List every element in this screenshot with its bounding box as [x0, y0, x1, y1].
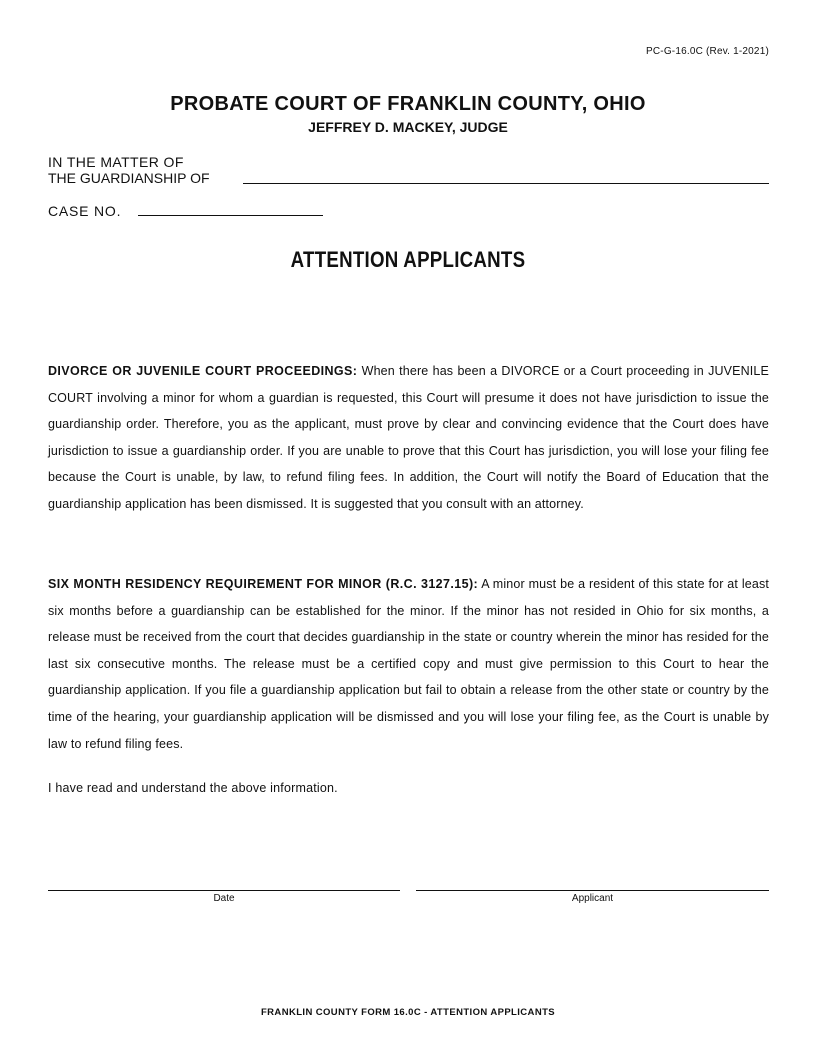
matter-caption [48, 154, 210, 186]
case-number-field[interactable] [138, 215, 323, 216]
form-id: PC-G-16.0C (Rev. 1-2021) [646, 46, 769, 57]
matter-line-1: IN THE MATTER OF [48, 154, 184, 170]
date-label: Date [213, 893, 235, 904]
case-number-label: CASE NO. [48, 203, 122, 219]
page-title: ATTENTION APPLICANTS [290, 247, 526, 272]
matter-line-2: THE GUARDIANSHIP OF [48, 170, 210, 186]
court-title: PROBATE COURT OF FRANKLIN COUNTY, OHIO [170, 93, 646, 115]
divorce-juvenile-section [48, 358, 769, 518]
section-heading: DIVORCE OR JUVENILE COURT PROCEEDINGS: [48, 364, 358, 378]
section-body: A minor must be a resident of this state for at least six months before a guardianship can be established for the minor. If the minor has not resided in Ohio for six months, a release must be received from the court that decides guardianship in the state or country wherein the minor has resided for the last six consecutive months. The release must be a certified copy and must give permission to this Court to hear the guardianship application. If you file a guardianship application but fail to obtain a release from the other state or country by the time of the hearing, your guardianship application will be dismissed and you will lose your filing fee, as the Court is unable by law to refund filing fees. [48, 577, 769, 751]
applicant-label: Applicant [571, 893, 614, 904]
acknowledgement-text: I have read and understand the above information. [48, 781, 338, 795]
section-body: When there has been a DIVORCE or a Court proceeding in JUVENILE COURT involving a minor for whom a guardian is requested, this Court will presume it does not have jurisdiction to issue the guardianship order. Therefore, you as the applicant, must prove by clear and convincing evidence that the Court does have jurisdiction to issue a guardianship order. If you are unable to prove that this Court has jurisdiction, you will lose your filing fee because the Court is unable, by law, to refund filing fees. In addition, the Court will notify the Board of Education that the guardianship application has been dismissed. It is suggested that you consult with an attorney. [48, 364, 770, 511]
guardianship-of-field[interactable] [243, 183, 769, 184]
date-signature-line[interactable] [48, 890, 400, 891]
applicant-signature-line[interactable] [416, 890, 769, 891]
section-heading: SIX MONTH RESIDENCY REQUIREMENT FOR MINOR (R.C. 3127.15): [48, 577, 479, 591]
residency-section [48, 571, 769, 757]
form-footer: FRANKLIN COUNTY FORM 16.0C - ATTENTION APPLICANTS [260, 1007, 556, 1018]
judge-name: JEFFREY D. MACKEY, JUDGE [308, 119, 508, 135]
